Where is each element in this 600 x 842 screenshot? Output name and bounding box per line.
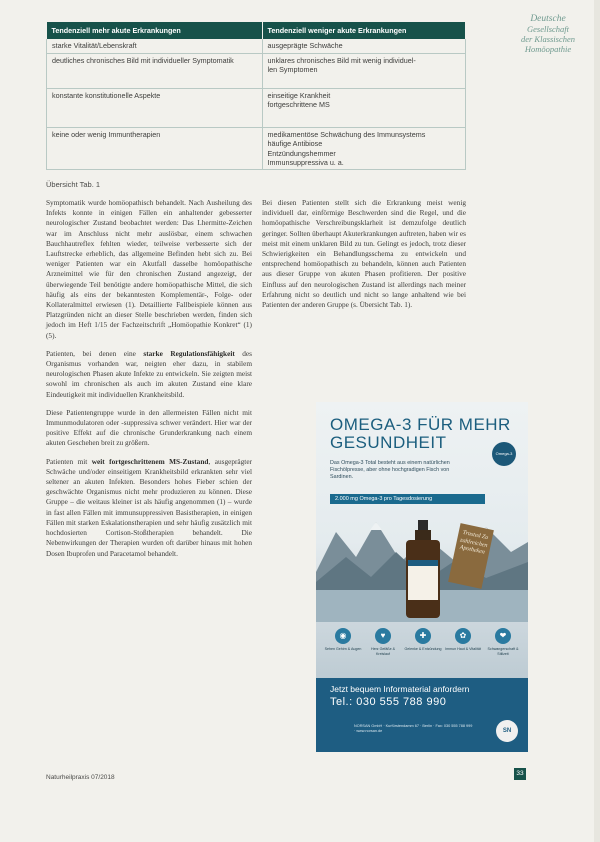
table-cell [262,53,466,88]
cell-line: len Symptomen [267,65,318,75]
brand-logo: SN [496,720,518,742]
table-cell [47,39,263,53]
table-row [47,53,466,88]
table-cell [262,88,466,127]
cell-line: unklares chronisches Bild mit wenig individuel- [267,55,416,65]
page-spine-shadow [594,0,600,842]
cell-line: medikamentöse Schwächung des Immunsystems [267,129,426,139]
ad-seal-badge: Omega-3 [492,442,516,466]
text-run: , ausgeprägter Schwäche und/oder einseitigem Krankheitsbild erkrankten sehr viel seltener an akuten Infekten. Besonders hohes Fieber schien der geschwächte Organismus nicht mehr produzieren zu können. Diese Gruppe – die weitaus kleiner ist als häufig angenommen (1) – wurde in fast allen Fällen mit immunsuppressiven Basistherapien, in einigen Fällen mit starken Eskalationstherapien und sehr häufig zusätzlich mit hochdosierten Cortison-Stoßtherapien behandelt. Die Nebenwirkungen der Therapien wurden oft darüber hinaus mit hohen Dosen Ibuprofen und Paracetamol behandelt. [46,456,252,558]
emphasis: weit fortgeschrittenem MS-Zustand [91,456,209,466]
benefit-label: Immun Haut & Vitalität [445,647,481,651]
benefit-item [324,628,362,652]
cell-line: konstante konstitutionelle Aspekte [52,90,161,100]
cell-line: einseitige Krankheit [267,90,331,100]
pregnancy-heart-icon: ❤ [495,628,511,644]
product-bottle-image [400,520,446,620]
heart-icon: ♥ [375,628,391,644]
ad-headline [330,416,520,452]
table-cell [262,39,466,53]
cell-line: fortgeschrittene MS [267,100,330,110]
benefit-item [444,628,482,652]
benefit-label: Schwangerschaft & Stillzeit [487,647,519,656]
cell-line: Entzündungshemmer [267,148,336,158]
logo-line-2: Gesellschaft [526,24,570,34]
table-cell [47,88,263,127]
society-logo-text [510,14,586,54]
ad-cta-text: Jetzt bequem Informaterial anfordern [330,684,470,694]
text-run: Patienten, bei denen eine [46,348,144,358]
ad-subtext: Das Omega-3 Total besteht aus einem natürlichen Fischölpresse, aber ohne hochgradigen Fisch von Sardinen. [330,460,450,480]
table-header-more-acute: Tendenziell mehr akute Erkrankungen [47,22,263,39]
cell-line: ausgeprägte Schwäche [267,41,343,51]
paragraph: Diese Patientengruppe wurde in den allermeisten Fällen nicht mit Immunmodulatoren oder -suppressiva schwer verändert. Hier war der positive Effekt auf die chronische Grunderkrankung nach einem akuten Geschehen breit zu größern. [46,407,252,448]
cell-line: häufige Antibiose [267,139,323,149]
benefit-label: Gelenke & Entzündung [404,647,442,651]
ad-dosage-strip: 2.000 mg Omega-3 pro Tagesdosierung [330,494,485,504]
logo-line-1: Deutsche [530,14,566,24]
table-row [47,127,466,170]
cell-line: Immunsuppressiva u. a. [267,158,344,168]
cell-line: deutliches chronisches Bild mit individueller Symptomatik [52,55,234,65]
logo-line-4: Homöopathie [524,44,572,54]
benefit-item [404,628,442,652]
journal-footer: Naturheilpraxis 07/2018 [46,774,115,781]
paragraph: Bei diesen Patienten stellt sich die Erkrankung meist wenig individuell dar, einförmige Beschwerden sind die Regel, und die homöopathische Verschreibungsklarheit ist demzufolge deutlich geringer. Sollten überhaupt Akuterkrankungen auftreten, haben wir es meist mit einem unklaren Bild zu tun. Gelingt es jedoch, trotz dieser Schwierigkeiten ein Behandlungsschema zu entwickeln und entsprechend homöopathisch zu behandeln, können auch Patienten aus dieser Gruppe von akuten Phasen profitieren. Der positive Einfluss auf den neurologischen Zustand ist allerdings nach meiner Erfahrung nicht so deutlich und nicht so lange anhaltend wie bei Patienten der anderen Gruppe (s. Übersicht Tab. 1). [262,198,466,310]
eye-icon: ◉ [335,628,351,644]
joint-icon: ✚ [415,628,431,644]
text-run: des Organismus vorhanden war, neigten eher dazu, in stabilem neurologischen Phasen akute Infekte zu entwickeln. Sie zeigten meist sowohl im chronischen als auch im akuten Zustand eine klare Eindeutigkeit mit individuellen Krankheitsbild. [46,348,253,399]
benefit-label: Herz Gefäße & Kreislauf [371,647,395,656]
table-cell [47,127,263,170]
article-column-right [262,198,466,318]
table-row [47,39,466,53]
text-run: Patienten mit [46,456,92,466]
overview-table [46,22,466,170]
ad-headline-line-2: GESUNDHEIT [330,433,447,452]
omega3-advertisement[interactable] [316,402,528,752]
table-header-row [47,22,466,39]
cell-line: starke Vitalität/Lebenskraft [52,41,137,51]
table-cell [47,53,263,88]
ad-fine-print: NORSAN GmbH · Kurfürstendamm 67 · Berlin · Fax: 030 555 788 999 · www.norsan.de [354,724,473,733]
product-hang-tag: Trusted Zu zahlreichen Apotheken [448,523,494,589]
benefit-label: Sehen Gehirn & Augen [324,647,362,651]
table-caption: Übersicht Tab. 1 [46,180,101,189]
page-number: 33 [514,768,526,780]
table-header-less-acute: Tendenziell weniger akute Erkrankungen [262,22,466,39]
paragraph [46,457,252,559]
benefit-item [484,628,522,656]
cell-line: keine oder wenig Immuntherapien [52,129,161,139]
logo-line-3: der Klassischen [520,34,576,44]
ad-phone-number[interactable]: Tel.: 030 555 788 990 [330,696,447,708]
table-cell [262,127,466,170]
article-column-left [46,198,252,567]
table-row [47,88,466,127]
paragraph: Symptomatik wurde homöopathisch behandelt. Nach Ausheilung des Infekts konnte in einigen Fällen ein anhaltender gebesserter neurologischer Zustand beobachtet werden: Das Lhermitte-Zeichen war im Anschluss nicht mehr auslösbar, einem schwachen Bauchhautreflex fehlten wieder, teilweise verbesserte sich der Lauftstrecke erheblich, das allgemeine Befinden hebt sich zu. Bei weniger Patienten war ein Akutfall dasselbe homöopathische Arzneimittel wie für den chronischen Zustand angezeigt, der überwiegende Teil benötigte andere homöopathische Mittel, die sich häufig als eins der bekanntesten Komplementär-, Folge- oder Kollateralmittel erwiesen (1). Detaillierte Fallbeispiele können aus Platzgründen nicht an dieser Stelle beschrieben werden, finden sich jedoch im Heft 1/15 der Fachzeitschrift „Homöopathie Konkret“ (1) (5). [46,198,252,340]
immune-icon: ✿ [455,628,471,644]
emphasis: starke Regulationsfähigkeit [143,348,235,358]
benefit-icons-row [316,628,528,676]
benefit-item [364,628,402,656]
ad-headline-line-1: OMEGA-3 FÜR MEHR [330,415,511,434]
paragraph [46,349,252,400]
ad-call-to-action[interactable] [316,678,528,752]
